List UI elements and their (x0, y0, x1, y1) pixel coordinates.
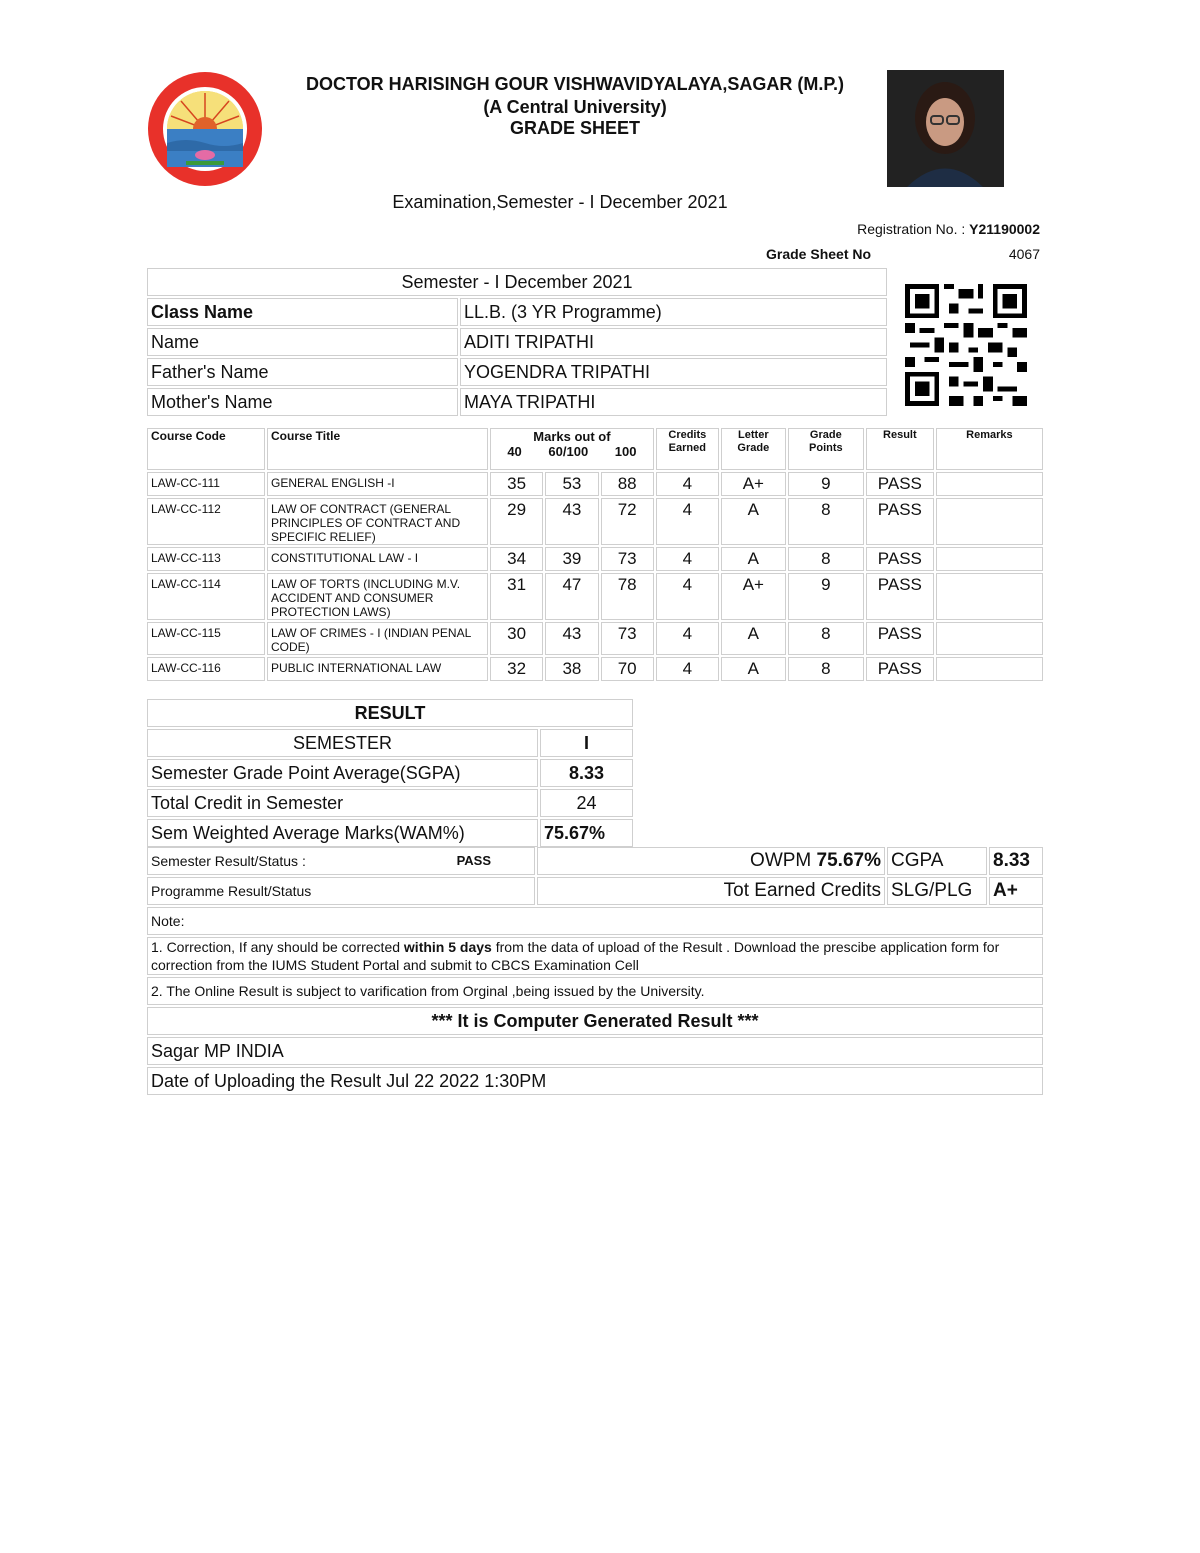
course-remarks (936, 573, 1043, 620)
upload-date: Date of Uploading the Result Jul 22 2022 1:30PM (147, 1067, 1043, 1095)
course-code: LAW-CC-113 (147, 547, 265, 571)
note-1-text-end: from the data of upload of the Result . Download the prescibe application form for correction from the IUMS Student Portal and submit to CBCS Examination Cell (151, 939, 1000, 973)
university-name: DOCTOR HARISINGH GOUR VISHWAVIDYALAYA,SAGAR (M.P.) (305, 74, 845, 94)
marks-40: 29 (490, 498, 543, 545)
total-credit-value: 24 (540, 789, 633, 817)
course-result: PASS (866, 472, 934, 496)
place: Sagar MP INDIA (147, 1037, 1043, 1065)
credits-earned: 4 (656, 657, 719, 681)
header-remarks: Remarks (936, 428, 1043, 470)
marks-40: 31 (490, 573, 543, 620)
credits-earned: 4 (656, 573, 719, 620)
class-name-label: Class Name (147, 298, 458, 326)
marks-40: 35 (490, 472, 543, 496)
credits-earned: 4 (656, 547, 719, 571)
grades-table (145, 426, 1045, 683)
result-heading: RESULT (147, 699, 633, 727)
table-row (147, 622, 1043, 655)
course-result: PASS (866, 657, 934, 681)
credits-earned: 4 (656, 472, 719, 496)
exam-title: Examination,Semester - I December 2021 (392, 192, 728, 212)
grade-points: 8 (788, 657, 864, 681)
course-result: PASS (866, 622, 934, 655)
marks-40: 34 (490, 547, 543, 571)
grade-points: 8 (788, 622, 864, 655)
programme-status-label: Programme Result/Status (147, 877, 535, 905)
marks-100: 70 (601, 657, 654, 681)
header-marks (490, 428, 654, 470)
letter-grade: A (721, 657, 786, 681)
student-photo (887, 70, 1004, 187)
document-title: GRADE SHEET (509, 118, 641, 138)
computer-generated-note: *** It is Computer Generated Result *** (147, 1007, 1043, 1035)
name-value: ADITI TRIPATHI (460, 328, 887, 356)
marks-60: 43 (545, 622, 598, 655)
grade-points: 9 (788, 573, 864, 620)
course-title: LAW OF CRIMES - I (INDIAN PENAL CODE) (267, 622, 488, 655)
sgpa-value: 8.33 (540, 759, 633, 787)
marks-100: 72 (601, 498, 654, 545)
mother-name-value: MAYA TRIPATHI (460, 388, 887, 416)
wam-value: 75.67% (540, 819, 633, 847)
header-course-code: Course Code (147, 428, 265, 470)
letter-grade: A (721, 547, 786, 571)
header-marks-60: 60/100 (548, 444, 589, 459)
header-credits: Credits Earned (656, 428, 719, 470)
marks-100: 88 (601, 472, 654, 496)
marks-40: 30 (490, 622, 543, 655)
registration-label: Registration No. : (857, 221, 966, 237)
course-remarks (936, 472, 1043, 496)
semester-status-value: PASS (456, 853, 491, 868)
course-code: LAW-CC-116 (147, 657, 265, 681)
course-title: LAW OF TORTS (INCLUDING M.V. ACCIDENT AND CONSUMER PROTECTION LAWS) (267, 573, 488, 620)
marks-60: 53 (545, 472, 598, 496)
result-table (145, 697, 635, 849)
course-result: PASS (866, 547, 934, 571)
grade-sheet-label: Grade Sheet No (766, 246, 872, 262)
header-grade-points: Grade Points (788, 428, 864, 470)
note-1-text-start: 1. Correction, If any should be corrected (151, 939, 401, 955)
course-result: PASS (866, 498, 934, 545)
wam-label: Sem Weighted Average Marks(WAM%) (147, 819, 538, 847)
mother-name-label: Mother's Name (147, 388, 458, 416)
note-label: Note: (147, 907, 1043, 935)
university-subtitle: (A Central University) (483, 97, 667, 117)
slg-plg-label: SLG/PLG (887, 877, 987, 905)
marks-60: 47 (545, 573, 598, 620)
course-remarks (936, 498, 1043, 545)
grade-sheet-number: 4067 (1008, 246, 1040, 262)
registration-line (857, 221, 1040, 237)
tot-earned-credits-label: Tot Earned Credits (537, 877, 885, 905)
sgpa-label: Semester Grade Point Average(SGPA) (147, 759, 538, 787)
marks-40: 32 (490, 657, 543, 681)
letter-grade: A (721, 498, 786, 545)
note-1 (147, 937, 1043, 975)
semester-heading: Semester - I December 2021 (147, 268, 887, 296)
header-result: Result (866, 428, 934, 470)
course-title: LAW OF CONTRACT (GENERAL PRINCIPLES OF CONTRACT AND SPECIFIC RELIEF) (267, 498, 488, 545)
marks-60: 39 (545, 547, 598, 571)
table-row (147, 547, 1043, 571)
course-code: LAW-CC-114 (147, 573, 265, 620)
course-remarks (936, 547, 1043, 571)
table-row (147, 498, 1043, 545)
note-2: 2. The Online Result is subject to varification from Orginal ,being issued by the University. (147, 977, 1043, 1005)
course-remarks (936, 657, 1043, 681)
semester-status-cell (147, 847, 535, 875)
name-label: Name (147, 328, 458, 356)
father-name-label: Father's Name (147, 358, 458, 386)
credits-earned: 4 (656, 498, 719, 545)
total-credit-label: Total Credit in Semester (147, 789, 538, 817)
cgpa-value: 8.33 (989, 847, 1043, 875)
marks-60: 38 (545, 657, 598, 681)
course-title: CONSTITUTIONAL LAW - I (267, 547, 488, 571)
header-marks-100: 100 (614, 444, 637, 459)
letter-grade: A+ (721, 573, 786, 620)
cgpa-label: CGPA (887, 847, 987, 875)
owpm-label: OWPM (750, 850, 812, 871)
header-marks-40: 40 (507, 444, 522, 459)
credits-earned: 4 (656, 622, 719, 655)
qr-code (905, 284, 1027, 406)
header-course-title: Course Title (267, 428, 488, 470)
grade-points: 9 (788, 472, 864, 496)
registration-number: Y21190002 (969, 221, 1040, 237)
student-info-table (145, 266, 889, 418)
semester-status-label: Semester Result/Status : (151, 853, 306, 869)
university-seal-logo (146, 71, 264, 187)
father-name-value: YOGENDRA TRIPATHI (460, 358, 887, 386)
course-code: LAW-CC-115 (147, 622, 265, 655)
note-1-deadline: within 5 days (403, 939, 492, 955)
header-letter-grade: Letter Grade (721, 428, 786, 470)
semester-value: I (540, 729, 633, 757)
marks-100: 73 (601, 622, 654, 655)
course-result: PASS (866, 573, 934, 620)
marks-100: 73 (601, 547, 654, 571)
course-title: GENERAL ENGLISH -I (267, 472, 488, 496)
semester-label: SEMESTER (147, 729, 538, 757)
course-code: LAW-CC-112 (147, 498, 265, 545)
summary-table (145, 845, 1045, 1097)
class-name-value: LL.B. (3 YR Programme) (460, 298, 887, 326)
owpm-cell (537, 847, 885, 875)
marks-60: 43 (545, 498, 598, 545)
course-code: LAW-CC-111 (147, 472, 265, 496)
table-row (147, 657, 1043, 681)
course-title: PUBLIC INTERNATIONAL LAW (267, 657, 488, 681)
table-row (147, 472, 1043, 496)
letter-grade: A (721, 622, 786, 655)
letter-grade: A+ (721, 472, 786, 496)
header-marks-label: Marks out of (533, 429, 611, 444)
course-remarks (936, 622, 1043, 655)
grade-points: 8 (788, 547, 864, 571)
owpm-value: 75.67% (816, 850, 881, 871)
marks-100: 78 (601, 573, 654, 620)
grade-points: 8 (788, 498, 864, 545)
slg-plg-value: A+ (989, 877, 1043, 905)
table-row (147, 573, 1043, 620)
